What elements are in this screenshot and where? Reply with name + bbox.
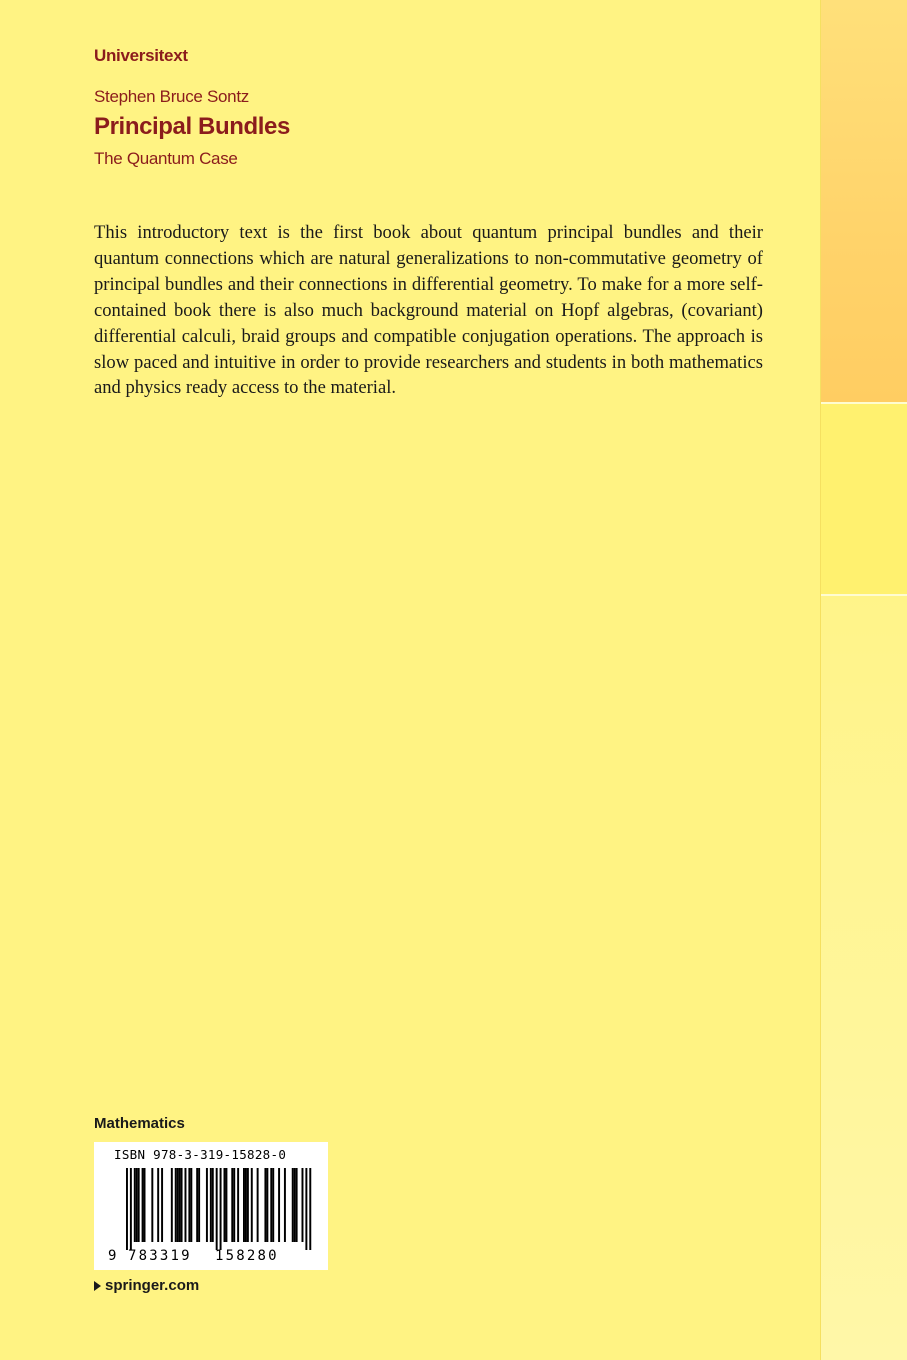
ean-digits-left: 783319 [128,1248,192,1264]
barcode-bar [243,1168,245,1242]
barcode-bar [171,1168,173,1242]
barcode-bar [177,1168,179,1242]
color-band-middle [821,403,907,595]
barcode-bar [198,1168,200,1242]
band-divider [821,402,907,404]
barcode-bar [157,1168,159,1242]
publisher-link[interactable] [94,1277,199,1294]
barcode-bar [134,1168,136,1242]
barcode-bar [144,1168,146,1242]
barcode-bar [251,1168,253,1242]
author-name: Stephen Bruce Sontz [94,87,249,106]
barcode-bar [278,1168,280,1242]
isbn-text: ISBN 978-3-319-15828-0 [114,1147,287,1162]
barcode-bar [210,1168,212,1242]
barcode-bar [161,1168,163,1242]
barcode-bar [305,1168,307,1250]
barcode-bar [190,1168,192,1242]
barcode-bar [136,1168,138,1242]
barcode-bar [272,1168,274,1242]
barcode-bar [292,1168,294,1242]
barcode-bar [237,1168,239,1242]
subject-category: Mathematics [94,1115,185,1132]
barcode-bar [126,1168,128,1250]
barcode-bar [179,1168,181,1242]
barcode-bar [151,1168,153,1242]
barcode-bar [212,1168,214,1242]
barcode-bar [264,1168,266,1242]
barcode-bar [270,1168,272,1242]
barcode-bar [224,1168,226,1242]
color-band-bottom [821,595,907,1360]
barcode-bar [130,1168,132,1250]
barcode-bar [181,1168,183,1242]
ean-lead-digit: 9 [108,1248,117,1264]
isbn-barcode [94,1142,328,1270]
barcode-bar [257,1168,259,1242]
barcode-bar [216,1168,218,1250]
barcode-bar [206,1168,208,1242]
barcode-bar [225,1168,227,1242]
color-band-top [821,0,907,403]
barcode-bar [294,1168,296,1242]
barcode-bar [309,1168,311,1250]
barcode-bar [266,1168,268,1242]
barcode-bar [245,1168,247,1242]
barcode-bar [188,1168,190,1242]
barcode-bar [247,1168,249,1242]
publisher-link-label: springer.com [105,1277,200,1294]
series-name: Universitext [94,46,188,65]
barcode-bar [284,1168,286,1242]
ean-digits-right: 158280 [215,1248,279,1264]
barcode-bar [220,1168,222,1250]
barcode-bar [231,1168,233,1242]
book-subtitle: The Quantum Case [94,149,238,168]
barcode-bar [138,1168,140,1242]
barcode-bar [196,1168,198,1242]
barcode-bar [185,1168,187,1242]
barcode-bar [302,1168,304,1242]
book-description: This introductory text is the first book about quantum principal bundles and their quantum connections which are natural generalizations to non-commutative geometry of principal bundles and their connections in differential geometry. To make for a more self-contained book there is also much background material on Hopf algebras, (covariant) differential calculi, braid groups and compatible conjugation operations. The approach is slow paced and intuitive in order to provide researchers and students in both mathematics and physics ready access to the material. [94,222,763,399]
barcode-bar [233,1168,235,1242]
book-title: Principal Bundles [94,113,290,140]
barcode-bar [296,1168,298,1242]
triangle-right-icon [94,1281,101,1291]
band-divider [821,594,907,596]
barcode-bar [142,1168,144,1242]
barcode-bar [175,1168,177,1242]
